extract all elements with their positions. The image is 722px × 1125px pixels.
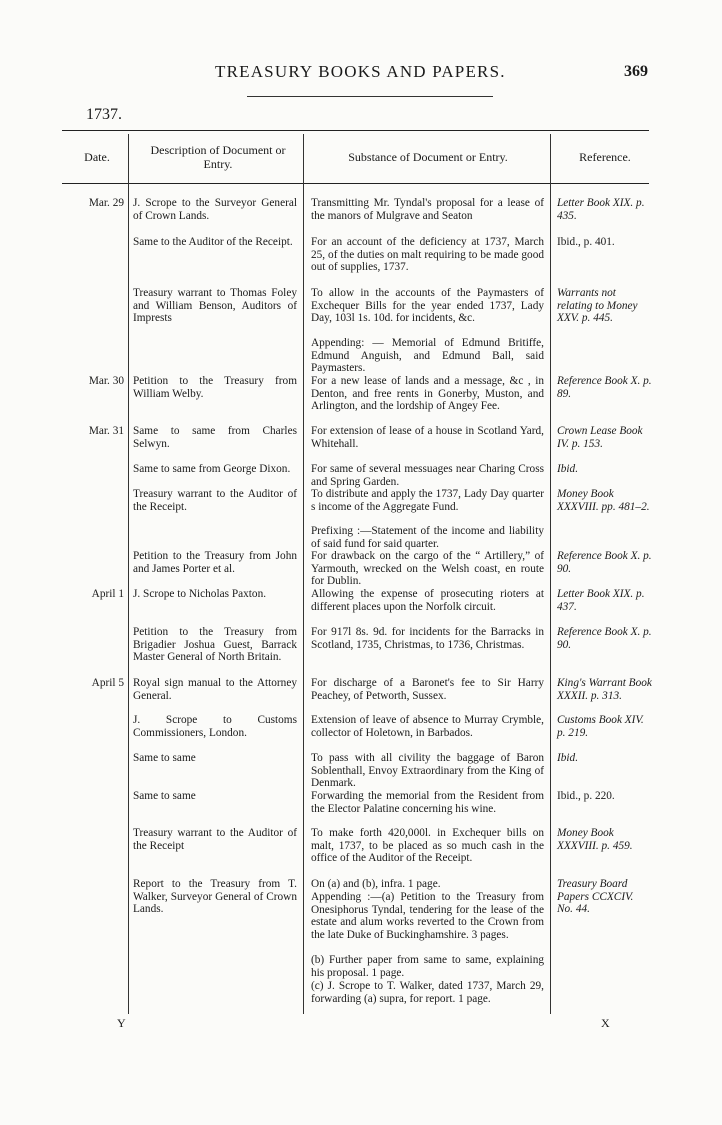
entry-prefixing: Prefixing :—Statement of the income and liability of said fund for said quarter. [311, 525, 544, 550]
entry-description: Same to the Auditor of the Receipt. [133, 236, 293, 248]
entry-substance: On (a) and (b), infra. 1 page. [311, 878, 441, 890]
entry-description: Petition to the Treasury from Brigadier Joshua Guest, Barrack Master General of North Britain. [133, 626, 297, 663]
entry-substance: For drawback on the cargo of the “ Artillery,” of Yarmouth, wrecked on the Welsh coast, en route for Dublin. [311, 550, 544, 587]
entry-description: Same to same [133, 752, 196, 764]
entry-reference: Money Book XXXVIII. pp. 481–2. [557, 488, 650, 513]
header-rule [247, 96, 493, 97]
entry-substance: For 917l 8s. 9d. for incidents for the Barracks in Scotland, 1735, Christmas, to 1736, Christmas. [311, 626, 544, 651]
entry-appendix-c: (c) J. Scrope to T. Walker, dated 1737, March 29, forwarding (a) supra, for report. 1 page. [311, 980, 544, 1005]
entry-substance: For a new lease of lands and a message, &c , in Denton, and free rents in Gonerby, Muston, and Arlington, and the lordship of Angey Fee. [311, 375, 544, 412]
entry-reference: Customs Book XIV. p. 219. [557, 714, 644, 739]
entry-description: Petition to the Treasury from William Welby. [133, 375, 297, 400]
entry-date: April 5 [91, 677, 124, 689]
footer-mark-right: X [601, 1016, 610, 1030]
entry-substance: To distribute and apply the 1737, Lady Day quarter s income of the Aggregate Fund. [311, 488, 544, 513]
entry-description: J. Scrope to Nicholas Paxton. [133, 588, 267, 600]
entry-description: Treasury warrant to the Auditor of the Receipt [133, 827, 297, 852]
entry-description: J. Scrope to the Surveyor General of Crown Lands. [133, 197, 297, 222]
entry-substance: Forwarding the memorial from the Resident from the Elector Palatine concerning his wine. [311, 790, 544, 815]
entry-description: Treasury warrant to the Auditor of the Receipt. [133, 488, 297, 513]
entry-reference: Reference Book X. p. 90. [557, 626, 652, 651]
entry-date: April 1 [91, 588, 124, 600]
entry-substance: For an account of the deficiency at 1737, March 25, of the duties on malt requiring to be made good out of supplies, 1737. [311, 236, 544, 273]
entry-substance: To make forth 420,000l. in Exchequer bills on malt, 1737, to be placed as so much cash in the office of the Auditor of the Receipt. [311, 827, 544, 864]
entry-description: Same to same from Charles Selwyn. [133, 425, 297, 450]
entry-description: J. Scrope to Customs Commissioners, London. [133, 714, 297, 739]
table-header-rule [62, 183, 649, 184]
entry-substance: For extension of lease of a house in Scotland Yard, Whitehall. [311, 425, 544, 450]
entry-reference: Money Book XXXVIII. p. 459. [557, 827, 633, 852]
page-number: 369 [624, 63, 648, 80]
column-header-substance: Substance of Document or Entry. [348, 150, 508, 164]
entry-reference: Ibid. [557, 752, 579, 764]
entry-reference: Ibid., p. 401. [557, 236, 615, 248]
column-header-description: Description of Document or Entry. [150, 143, 286, 171]
footer-mark-left: Y [117, 1016, 126, 1030]
entry-description: Treasury warrant to Thomas Foley and William Benson, Auditors of Imprests [133, 287, 297, 324]
entry-description: Petition to the Treasury from John and James Porter et al. [133, 550, 297, 575]
entry-description: Same to same from George Dixon. [133, 463, 291, 475]
entry-reference: Letter Book XIX. p. 437. [557, 588, 645, 613]
page-header-title: TREASURY BOOKS AND PAPERS. [215, 62, 506, 81]
entry-reference: Letter Book XIX. p. 435. [557, 197, 645, 222]
entry-reference: Crown Lease Book IV. p. 153. [557, 425, 643, 450]
entry-description: Same to same [133, 790, 196, 802]
entry-description: Royal sign manual to the Attorney General. [133, 677, 297, 702]
column-header-date: Date. [84, 150, 110, 164]
entry-reference: Ibid. [557, 463, 579, 475]
entry-date: Mar. 31 [88, 425, 124, 437]
entry-substance: Allowing the expense of prosecuting rioters at different places upon the Norfolk circuit. [311, 588, 544, 613]
column-header-reference: Reference. [579, 150, 631, 164]
entry-reference: Reference Book X. p. 89. [557, 375, 652, 400]
entry-reference: Treasury Board Papers CCXCIV. No. 44. [557, 878, 634, 915]
entry-substance: For discharge of a Baronet's fee to Sir Harry Peachey, of Petworth, Sussex. [311, 677, 544, 702]
entry-substance: Transmitting Mr. Tyndal's proposal for a lease of the manors of Mulgrave and Seaton [311, 197, 544, 222]
entry-reference: Ibid., p. 220. [557, 790, 615, 802]
entry-appendix-b: (b) Further paper from same to same, explaining his proposal. 1 page. [311, 954, 544, 979]
entry-date: Mar. 29 [88, 197, 124, 209]
entry-reference: King's Warrant Book XXXII. p. 313. [557, 677, 652, 702]
entry-reference: Warrants not relating to Money XXV. p. 445. [557, 287, 638, 324]
entry-date: Mar. 30 [88, 375, 124, 387]
entry-appending: Appending :—(a) Petition to the Treasury from Onesiphorus Tyndal, tendering for the lease of the estate and alum works reverted to the Crown from the late Duke of Buckinghamshire. 3 pages. [311, 891, 544, 941]
column-divider [128, 134, 129, 1014]
entry-reference: Reference Book X. p. 90. [557, 550, 652, 575]
entry-description: Report to the Treasury from T. Walker, Surveyor General of Crown Lands. [133, 878, 297, 915]
entry-substance: Extension of leave of absence to Murray Crymble, collector of Holetown, in Barbados. [311, 714, 544, 739]
entry-substance: For same of several messuages near Charing Cross and Spring Garden. [311, 463, 544, 488]
table-top-rule [62, 130, 649, 131]
entry-substance: To allow in the accounts of the Paymasters of Exchequer Bills for the year ended 1737, Lady Day, 103l 1s. 10d. for incidents, &c. [311, 287, 544, 324]
column-divider [550, 134, 551, 1014]
year-heading: 1737. [86, 106, 122, 123]
entry-appending: Appending: — Memorial of Edmund Britiffe, Edmund Anguish, and Edmund Ball, said Paymasters. [311, 337, 544, 374]
column-divider [303, 134, 304, 1014]
entry-substance: To pass with all civility the baggage of Baron Soblenthall, Envoy Extraordinary from the King of Denmark. [311, 752, 544, 789]
